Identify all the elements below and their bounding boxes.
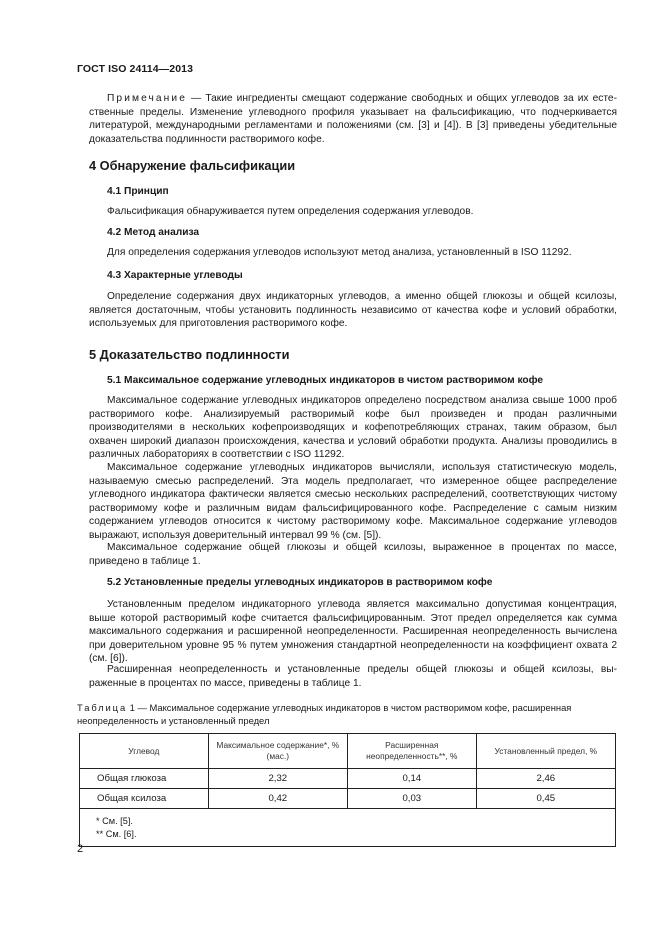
section-5-1-paragraph-3: Максимальное содержание общей глюкозы и общей ксилозы, выраженное в процентах по массе, приведено в таблице 1.	[89, 542, 617, 567]
footnote-1: * См. [5].	[96, 816, 133, 826]
table-footnotes	[80, 809, 616, 847]
table-caption-text: 1 — Максимальное содержание углеводных индикаторов в чистом растворимом кофе, расширенная неопределенность и установленный предел	[77, 702, 572, 726]
header-expanded-uncertainty: Расширенная неопределенность**, %	[347, 734, 476, 769]
table-caption	[77, 702, 617, 728]
cell-max-content: 0,42	[208, 789, 347, 809]
document-header: ГОСТ ISO 24114—2013	[77, 63, 194, 75]
page-number: 2	[77, 843, 84, 855]
note-text: — Такие ингредиенты смещают содержание свободных и общих углеводов за их естественные пределы. Изменение углеводного профиля указывает на фальсификацию, что подчеркивается литературой, международными регламентами и положениями (см. [3] и [4]). В [3] приведены убедительные доказательства подлинности растворимого кофе.	[89, 93, 617, 145]
section-5-2-paragraph-1: Установленным пределом индикаторного углевода является максимально допустимая концентрация, выше которой растворимый кофе считается фальсифицированным. Этот предел определяется как сумма максимального содержания и расширенной неопределенности. Расширенная неопределенность вычислена при доверительном уровне 95 % путем умножения стандартной неопределенности на коэффициент охвата 2 (см. [6]).	[89, 599, 617, 665]
section-4-2-text: Для определения содержания углеводов используют метод анализа, установленный в ISO 11292.	[107, 247, 572, 258]
section-4-2-title: 4.2 Метод анализа	[107, 227, 200, 238]
table-header-row	[80, 734, 616, 769]
cell-carbohydrate: Общая глюкоза	[80, 769, 209, 789]
section-5-1-paragraph-1: Максимальное содержание углеводных индикаторов определено посредством анализа свыше 1000 проб растворимого кофе. Анализируемый растворимый кофе был произведен и продан различными производителями в нескольких кофепроизводящих и кофепотребляющих странах, таким образом, был охвачен широкий диапазон происхождения, качества и условий обработки продукта. Анализы проводились в различных лабораториях в соответствии с ISO 11292.	[89, 395, 617, 461]
cell-limit: 0,45	[476, 789, 615, 809]
section-5-1-title: 5.1 Максимальное содержание углеводных индикаторов в чистом растворимом кофе	[107, 375, 544, 386]
note-paragraph	[89, 92, 617, 146]
cell-max-content: 2,32	[208, 769, 347, 789]
note-label: Примечание	[107, 93, 187, 104]
footnote-2: ** См. [6].	[96, 828, 137, 839]
table-caption-label: Таблица	[77, 702, 128, 713]
table-footnotes-row	[80, 809, 616, 847]
header-carbohydrate: Углевод	[80, 734, 209, 769]
section-4-1-title: 4.1 Принцип	[107, 186, 169, 197]
table-row	[80, 789, 616, 809]
carbohydrate-table	[79, 733, 616, 847]
section-4-3-title: 4.3 Характерные углеводы	[107, 270, 243, 281]
section-5-title: 5 Доказательство подлинности	[89, 347, 290, 362]
cell-uncertainty: 0,03	[347, 789, 476, 809]
section-5-2-paragraph-2: Расширенная неопределенность и установленные пределы общей глюкозы и общей ксилозы, выраженные в процентах по массе, приведены в таблице 1.	[89, 664, 617, 689]
section-4-title: 4 Обнаружение фальсификации	[89, 158, 296, 173]
header-established-limit: Установленный предел, %	[476, 734, 615, 769]
section-4-1-text: Фальсификация обнаруживается путем определения содержания углеводов.	[107, 206, 474, 217]
header-max-content: Максимальное содержание*, % (мас.)	[208, 734, 347, 769]
cell-carbohydrate: Общая ксилоза	[80, 789, 209, 809]
cell-uncertainty: 0,14	[347, 769, 476, 789]
cell-limit: 2,46	[476, 769, 615, 789]
table-row	[80, 769, 616, 789]
section-5-1-paragraph-2: Максимальное содержание углеводных индикаторов вычисляли, используя статистическую модель, называемую смесью распределений. Эта модель предполагает, что измеренное общее распределение углеводного индикатора фактически является смесью нескольких распределений, соответствующих чистому растворимому кофе и различным видам фальсифицированного кофе. Распределение с самым низким содержанием углеводов относится к чистому растворимому кофе. Максимальное содержание углеводов выражают, используя доверительный интервал 99 % (см. [5]).	[89, 462, 617, 541]
section-4-3-text: Определение содержания двух индикаторных углеводов, а именно общей глюкозы и общей ксилозы, является достаточным, чтобы установить подлинность независимо от качества кофе и условий обработки, используемых для приготовления растворимого кофе.	[89, 291, 617, 330]
section-5-2-title: 5.2 Установленные пределы углеводных индикаторов в растворимом кофе	[107, 577, 493, 588]
